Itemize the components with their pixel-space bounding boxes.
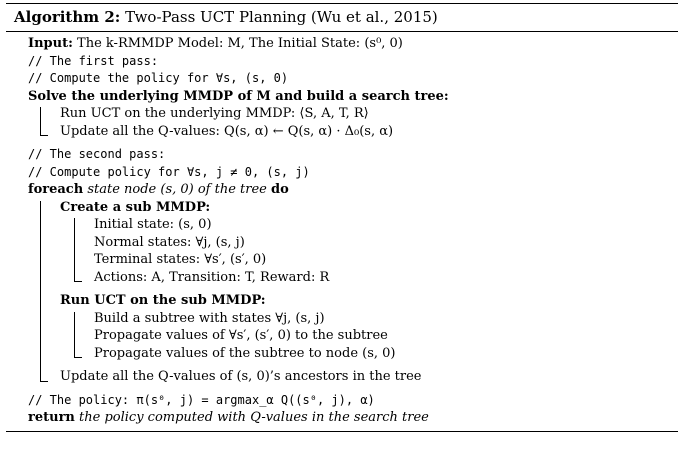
- return-keyword: return: [28, 410, 75, 425]
- comment-first-pass: // The first pass:: [28, 53, 159, 68]
- update-q-line: Update all the Q-values: Q(s, α) ← Q(s, α) · Δ₀(s, α): [60, 123, 394, 139]
- do-keyword: do: [271, 182, 289, 197]
- foreach-block: [6, 199, 678, 386]
- policy-comment: // The policy: π(s⁰, j) = argmax_α Q((s⁰, j), α): [28, 392, 375, 407]
- algorithm-body: [6, 32, 678, 431]
- comment-second-pass: // The second pass:: [28, 147, 166, 161]
- create-sub-heading: Create a sub MMDP:: [60, 199, 211, 215]
- input-text: The k-RMMDP Model: M, The Initial State: (s⁰, 0): [77, 36, 403, 51]
- input-line: [6, 35, 678, 53]
- update-ancestors-line: Update all the Q-values of (s, 0)’s ancestors in the tree: [60, 369, 422, 384]
- foreach-keyword: foreach: [28, 182, 84, 197]
- solve-heading: Solve the underlying MMDP of M and build a search tree:: [28, 88, 449, 104]
- return-text: the policy computed with Q-values in the search tree: [79, 410, 429, 425]
- build-subtree-line: Build a subtree with states ∀j, (s, j): [94, 310, 325, 326]
- run-sub-heading: Run UCT on the sub MMDP:: [60, 293, 266, 308]
- return-line: [6, 409, 678, 427]
- run-sub-block: [6, 310, 678, 363]
- normal-states-line: Normal states: ∀j, (s, j): [94, 234, 245, 250]
- propagate-subtree-line: Propagate values of the subtree to node (s, 0): [94, 345, 396, 361]
- terminal-states-line: Terminal states: ∀s′, (s′, 0): [94, 252, 267, 267]
- initial-state-line: Initial state: (s, 0): [94, 217, 212, 232]
- propagate-values-line: Propagate values of ∀s′, (s′, 0) to the subtree: [94, 328, 388, 343]
- bottom-rule: [6, 431, 678, 432]
- caption-label: Algorithm 2:: [14, 8, 121, 26]
- comment-policy-second: // Compute policy for ∀s, j ≠ 0, (s, j): [28, 164, 310, 179]
- comment-policy-first: // Compute the policy for ∀s, (s, 0): [28, 71, 289, 85]
- algorithm-caption: [6, 4, 678, 31]
- caption-title: Two-Pass UCT Planning (Wu et al., 2015): [125, 8, 438, 26]
- foreach-text: state node (s, 0) of the tree: [87, 182, 267, 197]
- algorithm-box: [6, 3, 678, 432]
- foreach-line: [6, 181, 678, 199]
- input-keyword: Input:: [28, 36, 73, 51]
- actions-line: Actions: A, Transition: T, Reward: R: [94, 269, 330, 285]
- create-sub-block: [6, 216, 678, 286]
- solve-block: [6, 105, 678, 140]
- run-uct-line: Run UCT on the underlying MMDP: ⟨S, A, T, R⟩: [60, 106, 369, 121]
